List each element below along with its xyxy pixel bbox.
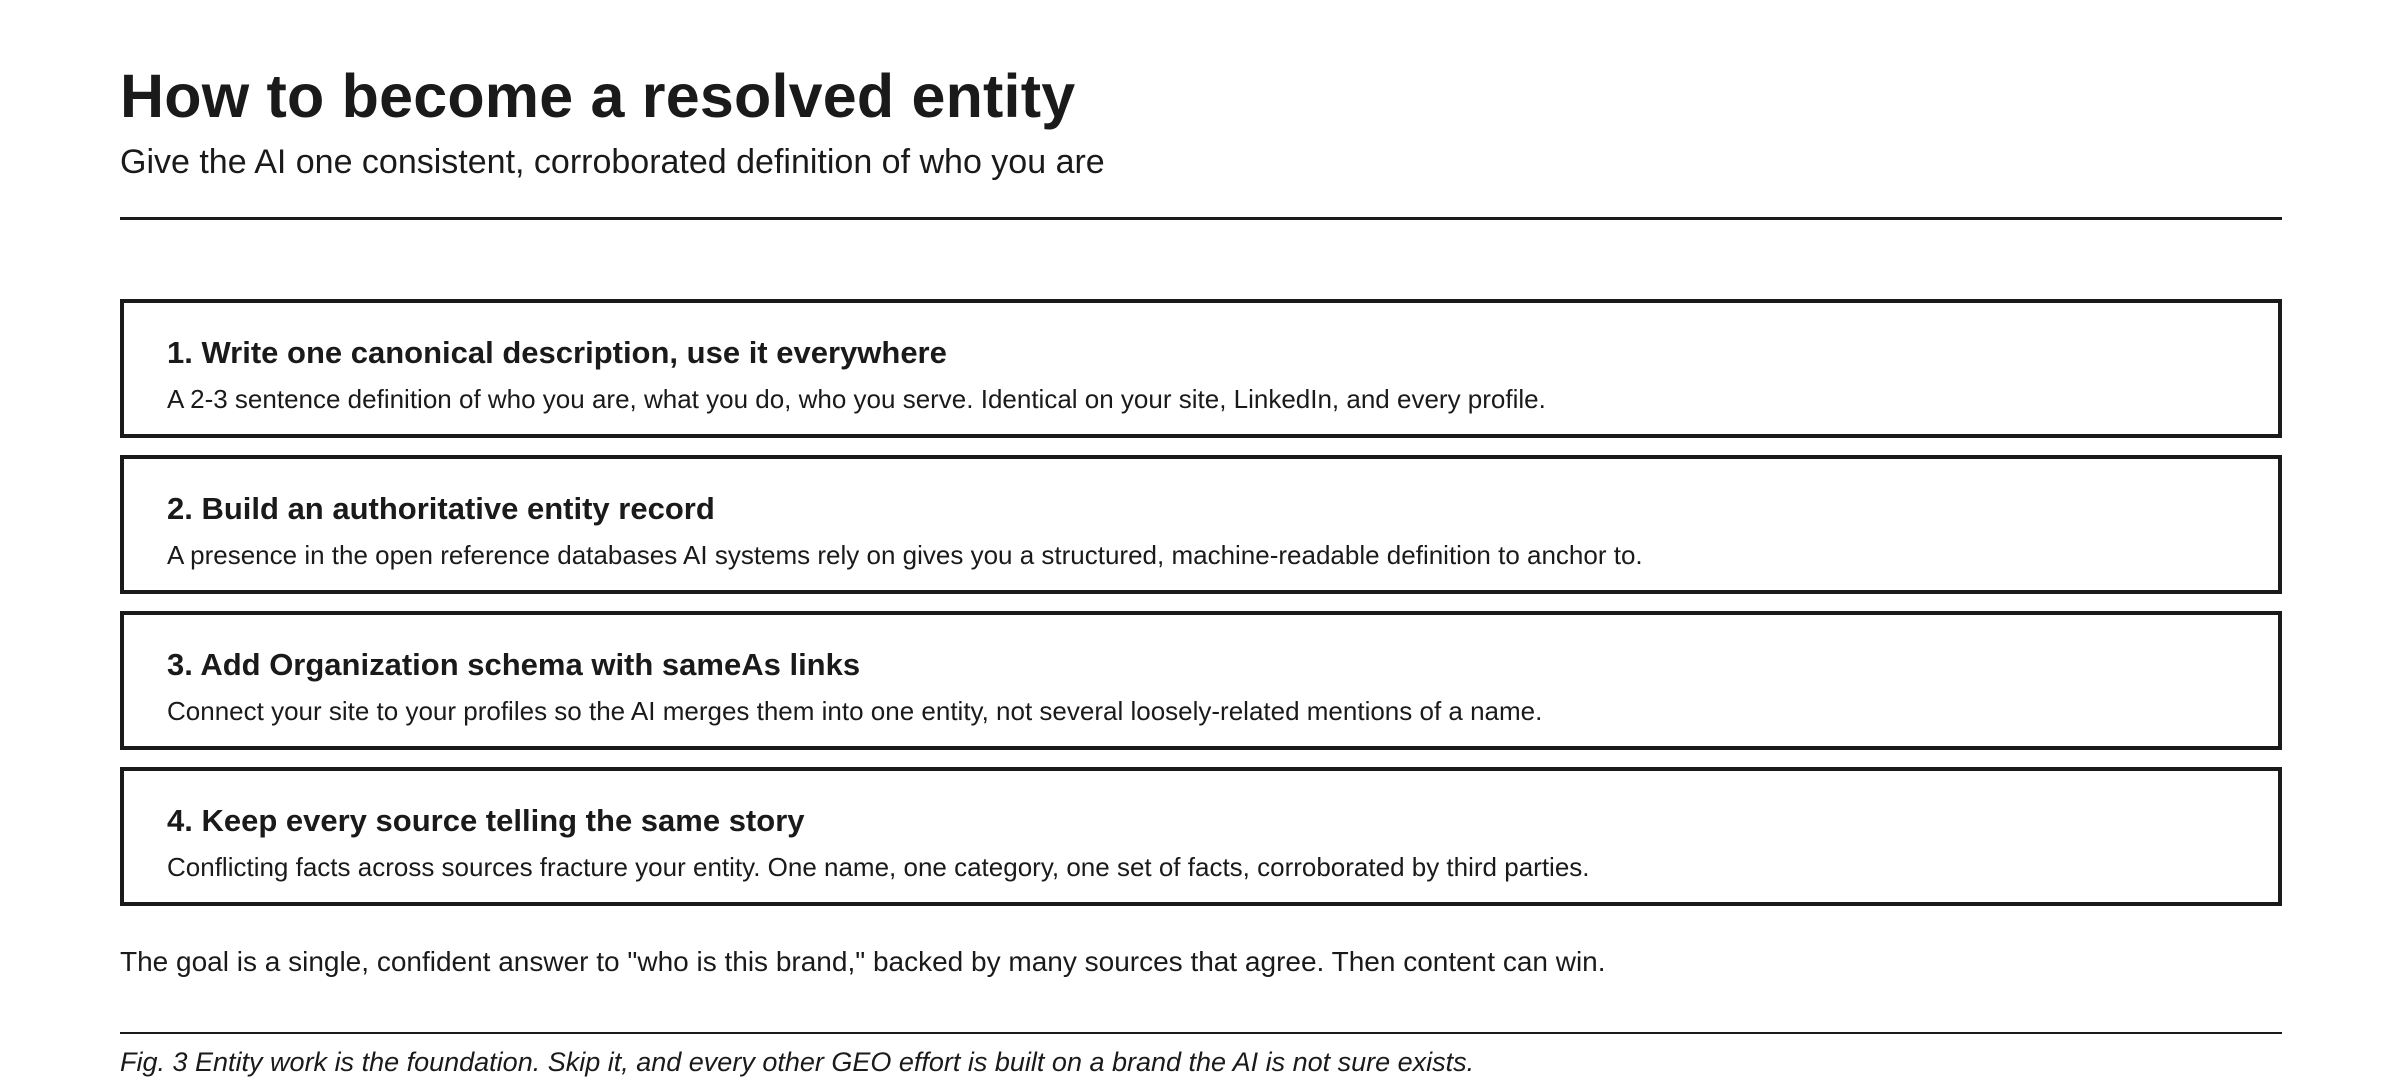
step-card-4 bbox=[120, 767, 2282, 906]
caption-divider bbox=[120, 1032, 2282, 1034]
step-description: Conflicting facts across sources fracture your entity. One name, one category, one set of facts, corroborated by third parties. bbox=[167, 852, 1590, 882]
step-title: 2. Build an authoritative entity record bbox=[167, 491, 715, 526]
page-subtitle: Give the AI one consistent, corroborated definition of who you are bbox=[120, 143, 1105, 181]
steps-list bbox=[120, 299, 2282, 923]
step-description: Connect your site to your profiles so the AI merges them into one entity, not several loosely-related mentions of a name. bbox=[167, 696, 1543, 726]
figure-caption: Fig. 3 Entity work is the foundation. Skip it, and every other GEO effort is built on a brand the AI is not sure exists. bbox=[120, 1047, 1475, 1077]
step-description: A 2-3 sentence definition of who you are, what you do, who you serve. Identical on your site, LinkedIn, and every profile. bbox=[167, 384, 1546, 414]
step-title: 3. Add Organization schema with sameAs links bbox=[167, 647, 861, 682]
step-description: A presence in the open reference databases AI systems rely on gives you a structured, machine-readable definition to anchor to. bbox=[167, 540, 1643, 570]
step-card-1 bbox=[120, 299, 2282, 438]
header-divider bbox=[120, 217, 2282, 220]
step-card-3 bbox=[120, 611, 2282, 750]
page-title: How to become a resolved entity bbox=[120, 62, 1076, 130]
step-title: 1. Write one canonical description, use it everywhere bbox=[167, 335, 947, 370]
conclusion-text: The goal is a single, confident answer to "who is this brand," backed by many sources that agree. Then content can win. bbox=[120, 946, 1606, 977]
step-title: 4. Keep every source telling the same story bbox=[167, 803, 805, 838]
step-card-2 bbox=[120, 455, 2282, 594]
